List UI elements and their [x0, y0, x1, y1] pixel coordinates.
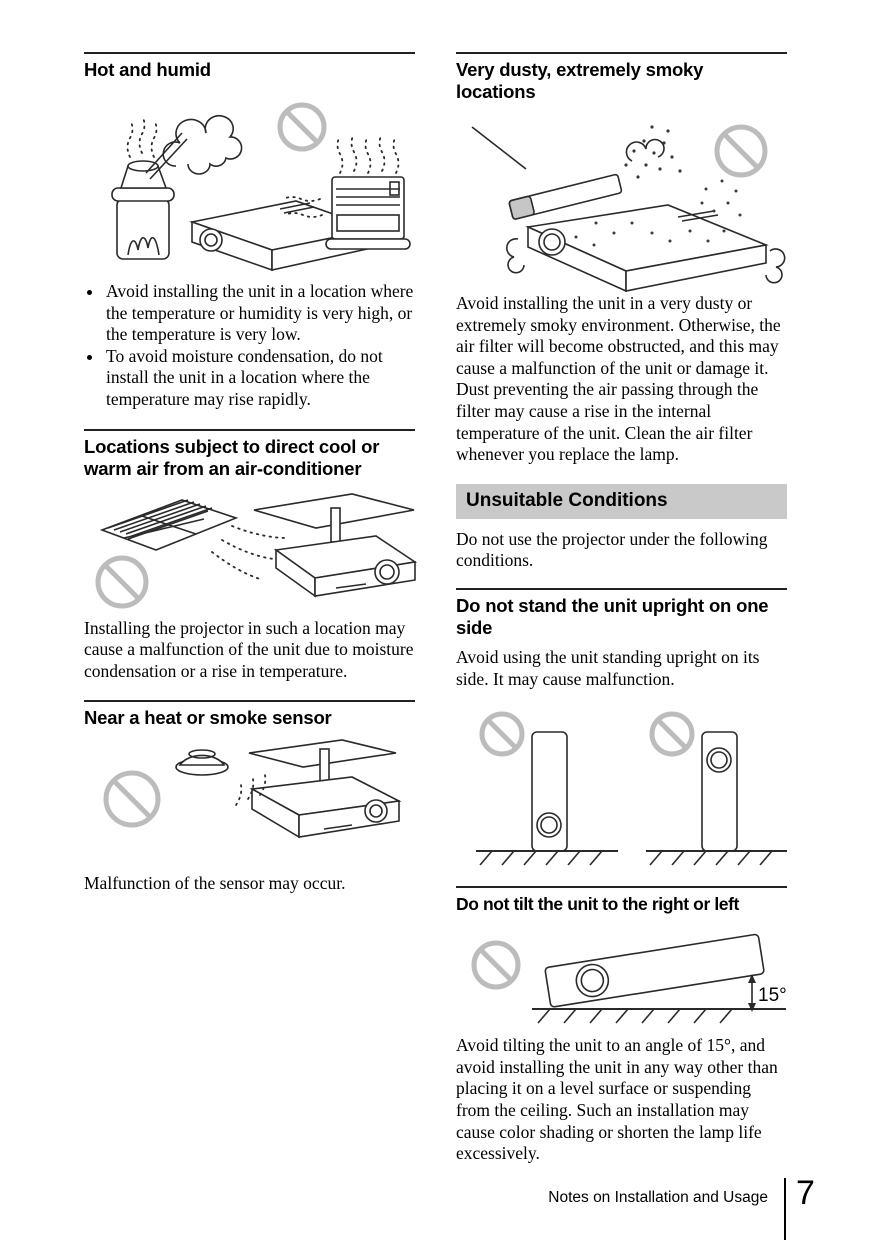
section-heading-upright: Do not stand the unit upright on one side — [456, 588, 787, 639]
smoke-sensor-drawing — [176, 750, 228, 775]
prohibition-icon — [106, 773, 158, 825]
illustration-tilted-unit — [456, 923, 787, 1025]
air-stream — [212, 552, 260, 579]
tilt-body: Avoid tilting the unit to an angle of 15°, and avoid installing the unit in any way other than placing it on a level surface or suspending from the ceiling. Such an installation may cause color shading or shorten the lamp life excessively. — [456, 1035, 778, 1164]
section-heading-dusty: Very dusty, extremely smoky locations — [456, 52, 787, 103]
tilted-unit-drawing — [532, 934, 786, 1023]
smoke-dots — [624, 125, 681, 178]
section-heading-air-conditioner: Locations subject to direct cool or warm air from an air-conditioner — [84, 429, 415, 480]
prohibition-icon — [474, 943, 518, 987]
unsuitable-conditions-banner: Unsuitable Conditions — [456, 484, 787, 519]
section-heading-tilt: Do not tilt the unit to the right or left — [456, 886, 787, 915]
heat-stream — [236, 781, 241, 805]
hot-humid-bullet-list — [84, 281, 415, 411]
air-stream — [222, 540, 274, 559]
illustration-upright-units — [456, 704, 787, 872]
prohibition-icon — [652, 714, 692, 754]
air-stream — [232, 526, 288, 538]
air-conditioner-drawing — [102, 500, 236, 550]
cigarette-drawing — [472, 125, 682, 219]
illustration-dusty-smoky — [456, 111, 787, 283]
ceiling-projector-drawing — [249, 740, 399, 837]
prohibition-icon — [98, 558, 146, 606]
sensor-body: Malfunction of the sensor may occur. — [84, 873, 346, 894]
section-heading-sensor: Near a heat or smoke sensor — [84, 700, 415, 729]
bullet-item: • Avoid installing the unit in a location where the temperature or humidity is very high, or the temperature is very low. — [104, 281, 415, 346]
prohibition-icon — [717, 127, 765, 175]
air-conditioner-body: Installing the projector in such a location may cause a malfunction of the unit due to moisture condensation or a rise in temperature. — [84, 617, 414, 681]
left-column — [84, 52, 415, 895]
footer-section-title: Notes on Installation and Usage — [548, 1189, 768, 1206]
illustration-air-conditioner — [84, 488, 415, 610]
illustration-hot-and-humid — [84, 89, 415, 271]
ceiling-projector-drawing — [254, 494, 415, 596]
illustration-smoke-sensor — [84, 737, 415, 865]
angle-arrow — [748, 974, 756, 1012]
footer-divider — [784, 1178, 786, 1240]
section-heading-hot-and-humid: Hot and humid — [84, 52, 415, 81]
right-column — [456, 52, 787, 1165]
prohibition-icon — [482, 714, 522, 754]
bullet-item: • To avoid moisture condensation, do not install the unit in a location where the temperature may rise rapidly. — [104, 346, 415, 411]
unsuitable-intro: Do not use the projector under the following conditions. — [456, 528, 768, 571]
prohibition-icon — [280, 105, 324, 149]
page-number: 7 — [796, 1174, 815, 1212]
dusty-body: Avoid installing the unit in a very dusty or extremely smoky environment. Otherwise, the air filter will become obstructed, and this may cause a malfunction of the unit or damage it. Dust preventing the air passing through the filter may cause a rise in the internal temperature of the unit. Clean the air filter whenever you replace the lamp. — [456, 293, 781, 465]
upright-body: Avoid using the unit standing upright on its side. It may cause malfunction. — [456, 646, 760, 689]
tilt-angle-label: 15° — [758, 985, 787, 1007]
